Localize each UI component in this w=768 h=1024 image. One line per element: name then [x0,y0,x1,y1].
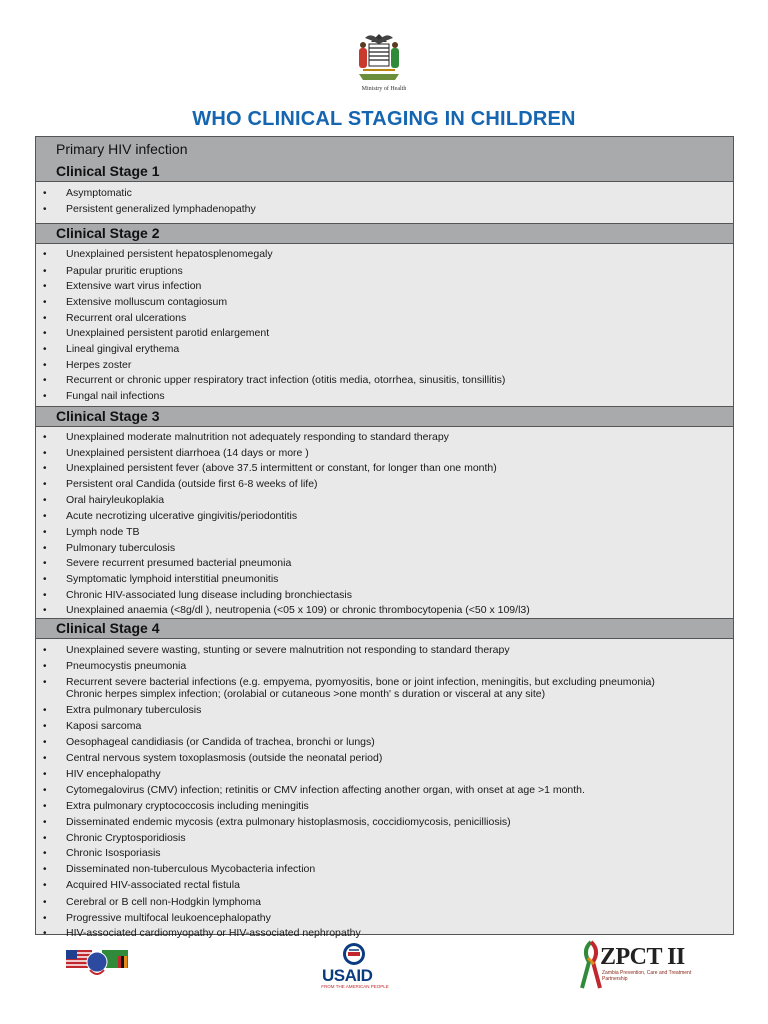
list-item: • Asymptomatic [43,187,132,199]
list-item: • Fungal nail infections [43,390,165,402]
partner-flags-logo-icon [64,944,130,982]
list-item: • Pneumocystis pneumonia [43,660,187,672]
list-item: • Disseminated non-tuberculous Mycobacteria infection [43,863,316,875]
list-item: • Unexplained severe wasting, stunting or severe malnutrition not responding to standard therapy [43,644,510,656]
awareness-ribbon-icon [580,940,602,992]
coat-of-arms-icon [351,30,407,86]
list-item: • Extensive wart virus infection [43,280,202,292]
usaid-logo-text: USAID [322,966,373,985]
usaid-seal-icon [340,942,368,968]
list-item: • Cerebral or B cell non-Hodgkin lymphoma [43,896,261,908]
list-item: • Cytomegalovirus (CMV) infection; retinitis or CMV infection affecting another organ, with onset at age >1 month. [43,784,585,796]
usaid-tagline: FROM THE AMERICAN PEOPLE [321,984,389,989]
stage-1-subtitle: Primary HIV infection [56,141,188,157]
list-item: • Recurrent severe bacterial infections (e.g. empyema, pyomyositis, bone or joint infection, meningitis, but excluding pneumonia) [43,676,655,688]
list-item-continuation: Chronic herpes simplex infection; (orolabial or cutaneous >one month' s duration or visceral at any site) [66,688,546,700]
staging-table [35,136,734,939]
stage-3-title: Clinical Stage 3 [56,408,160,424]
list-item: • HIV encephalopathy [43,768,161,780]
list-item: • Unexplained anaemia (<8g/dl ), neutropenia (<05 x 109) or chronic thrombocytopenia (<50 x 109/l3) [43,604,530,616]
list-item: • Unexplained moderate malnutrition not adequately responding to standard therapy [43,431,449,443]
list-item: • Lineal gingival erythema [43,343,180,355]
stage-4-header [36,618,733,639]
list-item: • Unexplained persistent diarrhoea (14 days or more ) [43,447,309,459]
list-item: • Severe recurrent presumed bacterial pneumonia [43,557,292,569]
list-item: • Recurrent oral ulcerations [43,312,187,324]
list-item: • Oesophageal candidiasis (or Candida of trachea, bronchi or lungs) [43,736,375,748]
list-item: • Pulmonary tuberculosis [43,542,176,554]
list-item: • Central nervous system toxoplasmosis (outside the neonatal period) [43,752,383,764]
list-item: • Lymph node TB [43,526,140,538]
list-item: • Extra pulmonary cryptococcosis including meningitis [43,800,309,812]
stage-3-header [36,406,733,427]
stage-1-header [36,137,733,182]
list-item: • Progressive multifocal leukoencephalopathy [43,912,271,924]
list-item: • Chronic Cryptosporidiosis [43,832,186,844]
list-item: • Extensive molluscum contagiosum [43,296,228,308]
stage-2-header [36,223,733,244]
document-header [0,0,768,136]
list-item: • Extra pulmonary tuberculosis [43,704,202,716]
list-item: • Disseminated endemic mycosis (extra pulmonary histoplasmosis, coccidiomycosis, penicilliosis) [43,816,511,828]
ministry-label: Ministry of Health [361,86,407,92]
list-item: • Recurrent or chronic upper respiratory tract infection (otitis media, otorrhea, sinusitis, tonsillitis) [43,374,506,386]
list-item: • Acquired HIV-associated rectal fistula [43,879,240,891]
list-item: • Herpes zoster [43,359,132,371]
list-item: • Chronic HIV-associated lung disease including bronchiectasis [43,589,352,601]
list-item: • Persistent generalized lymphadenopathy [43,203,256,215]
list-item: • Unexplained persistent hepatosplenomegaly [43,248,273,260]
page-title: WHO CLINICAL STAGING IN CHILDREN [192,108,576,130]
list-item: • Oral hairyleukoplakia [43,494,165,506]
list-item: • Acute necrotizing ulcerative gingivitis/periodontitis [43,510,298,522]
list-item: • Unexplained persistent fever (above 37.5 intermittent or constant, for longer than one month) [43,462,497,474]
stage-2-title: Clinical Stage 2 [56,225,160,241]
zpct-subtitle: Zambia Prevention, Care and Treatment Partnership [602,970,692,982]
zpct-logo-text: ZPCT II [600,944,685,970]
list-item: • Unexplained persistent parotid enlargement [43,327,270,339]
list-item: • Kaposi sarcoma [43,720,142,732]
list-item: • Chronic Isosporiasis [43,847,161,859]
list-item: • Persistent oral Candida (outside first 6-8 weeks of life) [43,478,318,490]
list-item: • Papular pruritic eruptions [43,265,183,277]
list-item: • HIV-associated cardiomyopathy or HIV-associated nephropathy [43,927,361,939]
stage-1-title: Clinical Stage 1 [56,163,160,179]
stage-4-title: Clinical Stage 4 [56,620,160,636]
list-item: • Symptomatic lymphoid interstitial pneumonitis [43,573,279,585]
